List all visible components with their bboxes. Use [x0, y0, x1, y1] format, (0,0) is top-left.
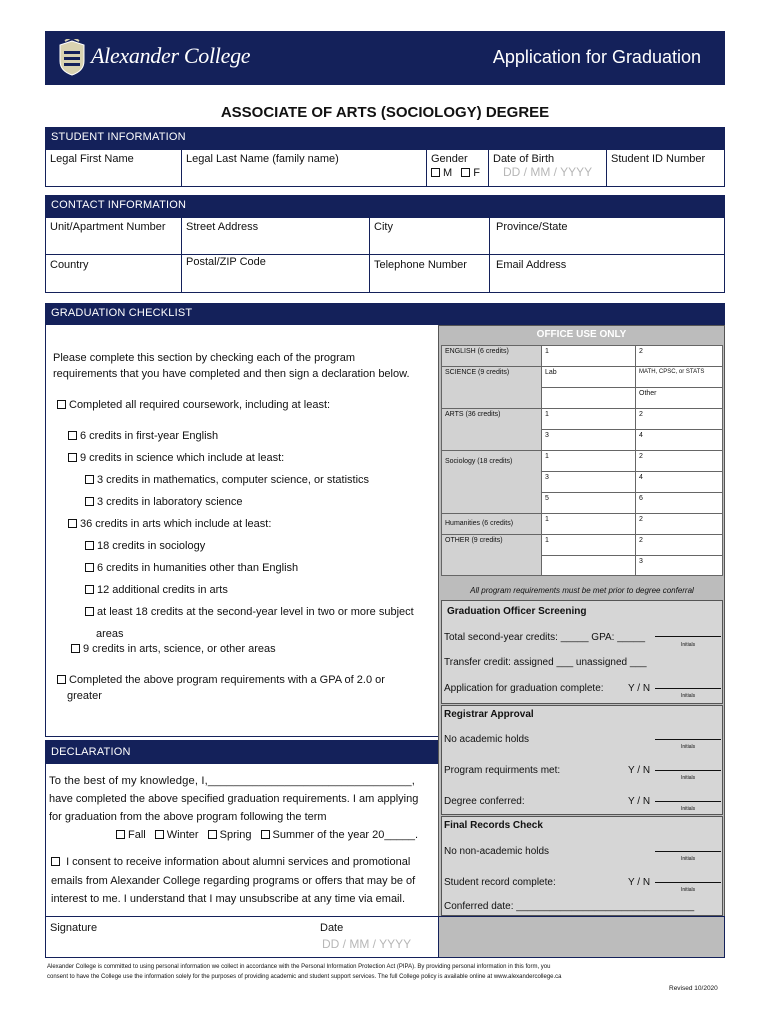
- consent-line-3: interest to me. I understand that I may unsubscribe at any time via email.: [51, 893, 406, 905]
- initials-label: Initials: [681, 693, 696, 699]
- no-academic-holds: No academic holds: [444, 734, 530, 745]
- date-label: Date: [320, 922, 344, 934]
- office-hum-2[interactable]: 2: [635, 513, 723, 534]
- office-sociology-label: Sociology (18 credits): [441, 450, 541, 513]
- term-fall-label: Fall: [128, 829, 146, 841]
- country-label: Country: [50, 259, 89, 271]
- dob-label: Date of Birth: [493, 153, 555, 165]
- label: Completed all required coursework, including at least:: [69, 399, 331, 411]
- office-soc-3[interactable]: 3: [541, 471, 635, 492]
- initials-line: [655, 688, 721, 689]
- office-other-3[interactable]: 3: [635, 555, 723, 576]
- checklist-intro-1: Please complete this section by checking each of the program: [53, 352, 356, 364]
- privacy-notice-2: consent to have the College use the information solely for the purposes of providing academic and student support services. The full College policy is available online at www.alexandercollege.ca: [47, 974, 562, 980]
- initials-line: [655, 801, 721, 802]
- registrar-title: Registrar Approval: [444, 709, 534, 720]
- gender-m-checkbox[interactable]: [431, 168, 440, 177]
- street-label: Street Address: [186, 221, 259, 233]
- office-arts-4[interactable]: 4: [635, 429, 723, 450]
- checkbox[interactable]: [57, 400, 66, 409]
- initials-label: Initials: [681, 887, 696, 893]
- office-other-label: OTHER (9 credits): [441, 534, 541, 576]
- initials-line: [655, 882, 721, 883]
- student-info-heading: STUDENT INFORMATION: [45, 127, 725, 149]
- conferred-date[interactable]: Conferred date: ________________________________: [444, 901, 695, 912]
- telephone-label: Telephone Number: [374, 259, 467, 271]
- consent-checkbox[interactable]: [51, 857, 60, 866]
- date-field[interactable]: DD / MM / YYYY: [322, 937, 412, 951]
- label: 3 credits in laboratory science: [97, 496, 243, 508]
- province-field[interactable]: [489, 218, 724, 255]
- checkbox[interactable]: [85, 497, 94, 506]
- signature-field[interactable]: Signature: [50, 922, 98, 934]
- degree-conferred-yn[interactable]: Y / N: [628, 796, 651, 807]
- screening-title: Graduation Officer Screening: [447, 606, 587, 617]
- program-met-yn[interactable]: Y / N: [628, 765, 651, 776]
- office-arts-3[interactable]: 3: [541, 429, 635, 450]
- initials-label: Initials: [681, 775, 696, 781]
- first-name-label: Legal First Name: [50, 153, 134, 165]
- initials-line: [655, 770, 721, 771]
- check-second-year-cont: areas: [96, 628, 124, 640]
- declaration-line-2: have completed the above specified graduation requirements. I am applying: [49, 793, 419, 805]
- last-name-field[interactable]: [181, 150, 426, 186]
- transfer-credit[interactable]: Transfer credit: assigned ___ unassigned ___: [444, 657, 647, 668]
- gender-label: Gender: [431, 153, 468, 165]
- initials-label: Initials: [681, 806, 696, 812]
- office-other-blank[interactable]: [541, 555, 635, 576]
- app-complete: Application for graduation complete:: [444, 683, 604, 694]
- app-complete-yn[interactable]: Y / N: [628, 683, 651, 694]
- label: 6 credits in humanities other than English: [97, 562, 299, 574]
- last-name-label: Legal Last Name (family name): [186, 153, 339, 165]
- final-records-title: Final Records Check: [444, 820, 543, 831]
- privacy-notice-1: Alexander College is committed to using personal information we collect in accordance with the Personal Information Protection Act (PIPA). By providing personal information in this form, you: [47, 964, 551, 970]
- gender-f-label: F: [473, 167, 480, 179]
- label: 6 credits in first-year English: [80, 430, 219, 442]
- term-winter-checkbox[interactable]: [155, 830, 164, 839]
- label: 12 additional credits in arts: [97, 584, 228, 596]
- office-science-math[interactable]: MATH, CPSC, or STATS: [635, 366, 723, 387]
- student-id-field[interactable]: [606, 150, 724, 186]
- label: 9 credits in science which include at least:: [80, 452, 285, 464]
- office-soc-2[interactable]: 2: [635, 450, 723, 471]
- checkbox[interactable]: [57, 675, 66, 684]
- total-second-year[interactable]: Total second-year credits: _____ GPA: _____: [444, 632, 646, 643]
- initials-label: Initials: [681, 744, 696, 750]
- program-met: Program requirments met:: [444, 765, 561, 776]
- term-options: [116, 827, 418, 843]
- initials-label: Initials: [681, 642, 696, 648]
- street-field[interactable]: [181, 218, 369, 255]
- first-name-field[interactable]: [46, 150, 181, 186]
- checkbox[interactable]: [71, 644, 80, 653]
- office-hum-1[interactable]: 1: [541, 513, 635, 534]
- form-title: Application for Graduation: [492, 47, 701, 67]
- term-spring-label: Spring: [219, 829, 252, 841]
- contact-info-heading: CONTACT INFORMATION: [45, 195, 725, 217]
- label: Completed the above program requirements with a GPA of 2.0 or: [69, 674, 385, 686]
- check-lab[interactable]: [85, 494, 243, 510]
- postal-label: Postal/ZIP Code: [186, 256, 266, 268]
- checkbox[interactable]: [85, 607, 94, 616]
- check-additional[interactable]: [85, 582, 228, 598]
- office-soc-5[interactable]: 5: [541, 492, 635, 513]
- gender-f-checkbox[interactable]: [461, 168, 470, 177]
- student-id-label: Student ID Number: [611, 153, 706, 165]
- checkbox[interactable]: [85, 563, 94, 572]
- check-humanities[interactable]: [85, 560, 298, 576]
- record-complete-yn[interactable]: Y / N: [628, 877, 651, 888]
- declaration-line-1: To the best of my knowledge, I,________________________________,: [49, 775, 416, 787]
- check-second-year[interactable]: [85, 604, 414, 620]
- record-complete: Student record complete:: [444, 877, 556, 888]
- check-english[interactable]: [68, 428, 218, 444]
- checkbox[interactable]: [85, 475, 94, 484]
- declaration-heading: DECLARATION: [45, 740, 438, 764]
- label: 9 credits in arts, science, or other areas: [83, 643, 276, 655]
- unit-field[interactable]: [46, 218, 181, 255]
- signature-row-shaded: [438, 917, 724, 957]
- office-english-2[interactable]: 2: [635, 345, 723, 366]
- email-field[interactable]: [489, 255, 724, 292]
- initials-line: [655, 636, 721, 637]
- province-label: Province/State: [496, 221, 568, 233]
- label: at least 18 credits at the second-year level in two or more subject: [97, 606, 414, 618]
- term-spring-checkbox[interactable]: [208, 830, 217, 839]
- office-soc-6[interactable]: 6: [635, 492, 723, 513]
- dob-placeholder: DD / MM / YYYY: [503, 165, 593, 179]
- label: 36 credits in arts which include at least:: [80, 518, 272, 530]
- student-info-row: [45, 149, 725, 187]
- telephone-field[interactable]: [369, 255, 489, 292]
- degree-conferred: Degree conferred:: [444, 796, 525, 807]
- initials-label: Initials: [681, 856, 696, 862]
- check-ars[interactable]: [71, 641, 276, 657]
- term-fall-checkbox[interactable]: [116, 830, 125, 839]
- college-crest-icon: [57, 39, 87, 77]
- gender-field: [426, 150, 488, 186]
- check-math[interactable]: [85, 472, 369, 488]
- consent-line-1[interactable]: [51, 854, 410, 870]
- office-science-lab[interactable]: Lab: [541, 366, 635, 387]
- office-note: All program requirements must be met prior to degree conferral: [470, 586, 694, 595]
- label: 18 credits in sociology: [97, 540, 206, 552]
- postal-field[interactable]: [181, 255, 369, 292]
- check-arts[interactable]: [68, 516, 271, 532]
- revised-date: Revised 10/2020: [669, 985, 718, 992]
- city-label: City: [374, 221, 393, 233]
- office-use-heading: OFFICE USE ONLY: [536, 329, 627, 340]
- office-arts-label: ARTS (36 credits): [441, 408, 541, 450]
- initials-line: [655, 739, 721, 740]
- office-soc-4[interactable]: 4: [635, 471, 723, 492]
- header-banner: [45, 31, 725, 85]
- college-name: Alexander College: [91, 43, 251, 68]
- dob-field[interactable]: [488, 150, 606, 186]
- label: 3 credits in mathematics, computer science, or statistics: [97, 474, 370, 486]
- checklist-intro-2: requirements that you have completed and then sign a declaration below.: [53, 368, 410, 380]
- office-arts-1[interactable]: 1: [541, 408, 635, 429]
- declaration-line-3: for graduation from the above program following the term: [49, 811, 327, 823]
- office-credits-table: [441, 345, 723, 578]
- checkbox[interactable]: [68, 519, 77, 528]
- consent-line-2: emails from Alexander College regarding programs or offers that may be of: [51, 875, 416, 887]
- country-field[interactable]: [46, 255, 181, 292]
- initials-line: [655, 851, 721, 852]
- office-humanities-label: Humanities (6 credits): [441, 513, 541, 534]
- checkbox[interactable]: [85, 585, 94, 594]
- check-coursework[interactable]: [57, 397, 330, 413]
- office-other-1[interactable]: 1: [541, 534, 635, 555]
- term-winter-label: Winter: [166, 829, 199, 841]
- email-label: Email Address: [496, 259, 567, 271]
- check-sociology[interactable]: [85, 538, 205, 554]
- degree-title: ASSOCIATE OF ARTS (SOCIOLOGY) DEGREE: [220, 104, 550, 121]
- office-english-label: ENGLISH (6 credits): [441, 345, 541, 366]
- term-summer-checkbox[interactable]: [261, 830, 270, 839]
- office-other-2[interactable]: 2: [635, 534, 723, 555]
- office-soc-1[interactable]: 1: [541, 450, 635, 471]
- office-arts-2[interactable]: 2: [635, 408, 723, 429]
- term-summer-label: Summer of the year 20_____.: [272, 829, 419, 841]
- check-gpa-cont: greater: [67, 690, 102, 702]
- contact-info-table: [45, 217, 725, 293]
- office-english-1[interactable]: 1: [541, 345, 635, 366]
- office-science-blank[interactable]: [541, 387, 635, 408]
- checkbox[interactable]: [68, 431, 77, 440]
- office-science-label: SCIENCE (9 credits): [441, 366, 541, 408]
- unit-label: Unit/Apartment Number: [50, 221, 166, 233]
- check-science[interactable]: [68, 450, 284, 466]
- check-gpa[interactable]: [57, 672, 385, 688]
- checkbox[interactable]: [68, 453, 77, 462]
- city-field[interactable]: [369, 218, 489, 255]
- no-non-academic-holds: No non-academic holds: [444, 846, 550, 857]
- checkbox[interactable]: [85, 541, 94, 550]
- gender-m-label: M: [443, 167, 453, 179]
- consent-label: I consent to receive information about alumni services and promotional: [66, 856, 411, 868]
- checklist-heading: GRADUATION CHECKLIST: [45, 303, 725, 325]
- office-science-other[interactable]: Other: [635, 387, 723, 408]
